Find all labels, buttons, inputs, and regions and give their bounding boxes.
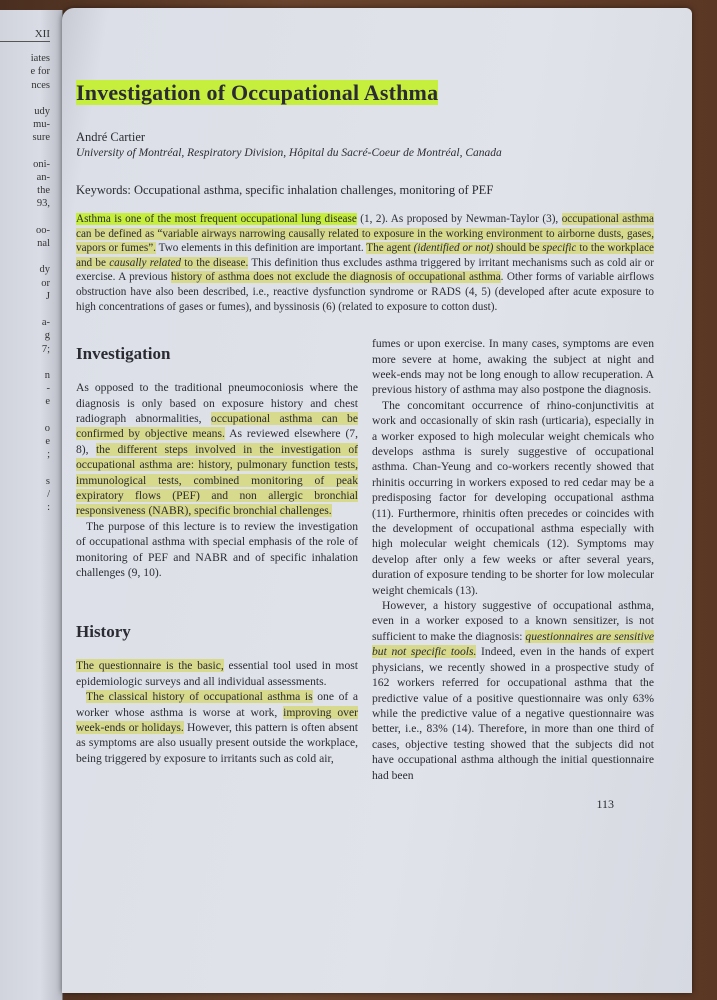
book-page: [62, 8, 692, 993]
text-run: This definition thus excludes asthma triggered by irritant mechanisms such as cold air or exercise. A previous: [76, 256, 654, 284]
article-title: [76, 80, 654, 106]
section-heading-history: History: [76, 622, 131, 642]
facing-page-line: nal: [37, 238, 50, 249]
paragraph: [76, 519, 358, 581]
highlighted-text: The classical history of occupational asthma is: [86, 690, 313, 704]
article: [76, 80, 654, 811]
facing-page-line: [0, 461, 50, 474]
highlighted-text: improving over week-ends or holidays.: [76, 705, 358, 735]
highlighted-text: (identified or not): [413, 242, 494, 255]
facing-page-line: 7;: [41, 343, 50, 355]
facing-page-line: :: [47, 501, 50, 513]
text-run: (1, 2). As proposed by Newman-Taylor (3),: [356, 213, 562, 225]
keywords-text: Occupational asthma, specific inhalation challenges, monitoring of PEF: [130, 183, 494, 197]
text-run: The concomitant occurrence of rhino-conjunctivitis at work and occasionally of skin rash (urticaria), especially in a worker exposed to high molecular weight chemicals who develops asthma is surely suggestive of occupational asthma. Chan-Yeung and co-workers recently showed that rhinitis occurring in workers exposed to red cedar may be a predisposing factor for developing occupational asthma (11). Furthermore, rhinitis often precedes or coincides with the development of occupational asthma especially with high molecular weight chemicals (12). Symptoms may develop after only a few weeks or after several years, duration of exposure tending to be shorter for low molecular weight chemicals (13).: [372, 398, 654, 597]
highlighted-text: causally related: [109, 256, 182, 269]
facing-page-line: e: [45, 435, 50, 447]
text-run: . Other forms of variable airflows obstruction have also been described, i.e., reactive dysfunction syndrome or RADS (4, 5) (developed after acute exposure to high concentrations of gases or fumes), and byssinosis (6) (related to exposure to cotton dust).: [76, 271, 654, 313]
paragraph: [372, 598, 654, 783]
facing-page: [0, 10, 63, 1000]
affiliation: University of Montréal, Respiratory Division, Hôpital du Sacré-Coeur de Montréal, Canada: [76, 147, 502, 159]
facing-page-line: mu-: [33, 119, 50, 131]
text-run: The purpose of this lecture is to review the investigation of occupational asthma with special emphasis of the role of monitoring of PEF and NABR and of specific inhalation challenges (9, 10).: [76, 519, 358, 580]
facing-page-line: J: [45, 290, 50, 302]
facing-page-line: [0, 250, 50, 263]
right-column: [372, 336, 654, 783]
facing-page-line: g: [44, 330, 50, 342]
facing-page-line: nces: [31, 79, 50, 91]
facing-page-line: [0, 409, 50, 422]
facing-page-text: [0, 28, 50, 514]
facing-page-line: [0, 211, 50, 224]
page-number: 113: [596, 796, 614, 811]
facing-page-line: [0, 356, 50, 369]
highlighted-text: specific: [542, 242, 577, 255]
abstract: [76, 212, 654, 314]
highlighted-text: Asthma is one of the most frequent occupational lung disease: [76, 213, 357, 225]
text-run: However, a history suggestive of occupational asthma, even in a worker exposed to a known sensitizer, is not sufficient to make the diagnosis:: [372, 599, 654, 643]
facing-page-line: an-: [36, 172, 50, 183]
highlighted-text: the different steps involved in the investigation of occupational asthma are: history, pulmonary function tests, immunological tests, combined monitoring of peak expiratory flows (PEF) and non allergic bronchial responsiveness (NABR), specific bronchial challenges.: [76, 442, 358, 518]
facing-page-line: udy: [34, 106, 50, 117]
facing-page-line: -: [46, 383, 50, 395]
paragraph: [76, 658, 358, 689]
facing-page-line: a-: [41, 317, 50, 329]
text-run: one of a worker whose asthma is worse at work,: [76, 690, 358, 719]
text-run: Indeed, even in the hands of expert physicians, we recently showed in a prospective study of 162 workers referred for occupational asthma that the predictive value of a positive questionnaire was only 63% while the predictive value of a negative questionnaire was better, i.e., 83% (14). Therefore, in more than one third of cases, objective testing showed that the subjects did not have occupational asthma although the initial questionnaire had been: [372, 645, 654, 782]
facing-page-line: o: [44, 422, 50, 434]
left-column: [76, 336, 358, 783]
section-heading-investigation: Investigation: [76, 344, 171, 364]
paragraph: [76, 380, 358, 519]
highlighted-text: occupational asthma can be confirmed by objective means.: [76, 411, 358, 441]
facing-page-line: s: [45, 475, 50, 487]
facing-page-line: 93,: [36, 198, 50, 210]
facing-page-line: the: [37, 185, 50, 197]
text-run: However, this pattern is often absent as symptoms are also usually present outside the workplace, being triggered by exposure to irritants such as cold air,: [76, 721, 358, 765]
text-run: As reviewed elsewhere (7, 8),: [76, 427, 358, 456]
keywords: [76, 183, 654, 198]
highlighted-text: The questionnaire is the basic,: [76, 659, 224, 673]
highlighted-text: history of asthma does not exclude the diagnosis of occupational asthma: [170, 271, 501, 284]
facing-page-line: /: [47, 488, 50, 500]
highlighted-text: to the workplace and be: [76, 242, 654, 269]
highlighted-text: to the disease.: [181, 256, 249, 269]
facing-page-line: ;: [47, 449, 50, 461]
highlighted-text: should be: [493, 242, 543, 255]
facing-page-line: e for: [30, 66, 50, 78]
keywords-label: Keywords:: [76, 183, 131, 197]
facing-page-header: XII: [0, 28, 50, 42]
author: André Cartier: [76, 130, 146, 144]
facing-page-line: or: [41, 277, 50, 289]
facing-page-line: iates: [30, 53, 50, 65]
facing-page-line: [0, 92, 50, 105]
paragraph: [372, 336, 654, 398]
text-run: essential tool used in most epidemiologic surveys and all individual assessments.: [76, 659, 358, 688]
highlighted-text: occupational asthma can be defined as “variable airways narrowing causally related to exposure in the working environment to airborne dusts, gases, vapors or fumes”.: [76, 213, 654, 255]
facing-page-line: dy: [39, 264, 50, 276]
text-run: As opposed to the traditional pneumoconiosis where the diagnosis is only based on exposure history and chest radiograph abnormalities,: [76, 381, 358, 425]
facing-page-line: n: [44, 369, 50, 381]
facing-page-line: sure: [32, 132, 50, 144]
text-run: fumes or upon exercise. In many cases, symptoms are even more severe at home, awaking the subject at night and week-ends may not be long enough to allow recuperation. A previous history of asthma may also postpone the diagnosis.: [372, 337, 654, 397]
facing-page-line: oo-: [36, 224, 50, 236]
facing-page-line: oni-: [33, 158, 50, 170]
facing-page-line: [0, 303, 50, 316]
text-run: Two elements in this definition are important.: [155, 242, 367, 255]
highlighted-text: questionnaires are sensitive but not specific tools.: [372, 629, 654, 659]
paragraph: [372, 398, 654, 598]
paragraph: [76, 689, 358, 766]
facing-page-line: [0, 145, 50, 158]
facing-page-line: e: [45, 396, 50, 408]
article-title-text: Investigation of Occupational Asthma: [76, 80, 439, 105]
highlighted-text: The agent: [366, 242, 414, 255]
